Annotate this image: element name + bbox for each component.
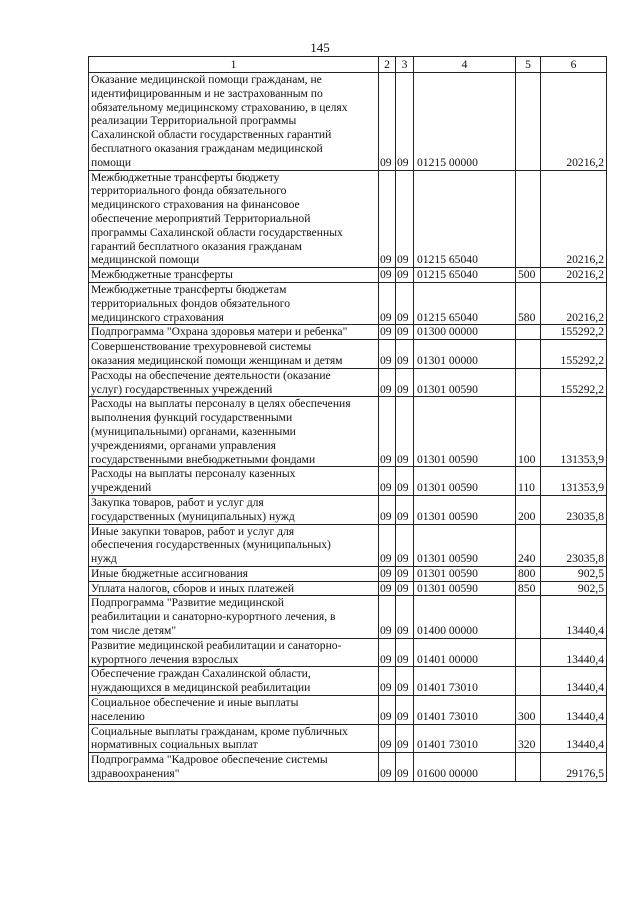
expense-type-cell: 500: [516, 268, 541, 283]
target-article-cell: 01215 00000: [414, 73, 516, 171]
item-name-line: государственных (муниципальных) нужд: [91, 509, 295, 523]
item-name-line: нормативных социальных выплат: [91, 738, 258, 752]
subsection-code-cell: 09: [396, 495, 414, 524]
table-row: [89, 667, 607, 696]
subsection-code-cell: 09: [396, 667, 414, 696]
subsection-code-cell: 09: [396, 724, 414, 753]
subsection-code-cell: 09: [396, 340, 414, 369]
amount-cell: 23035,8: [541, 524, 607, 566]
header-row: [89, 57, 607, 73]
table-row: [89, 268, 607, 283]
item-name-line: Межбюджетные трансферты бюджету: [91, 170, 280, 184]
target-article-cell: 01301 00590: [414, 368, 516, 397]
target-article-cell: 01215 65040: [414, 282, 516, 324]
expense-type-cell: [516, 596, 541, 638]
subsection-code-cell: 09: [396, 325, 414, 340]
target-article-cell: 01301 00590: [414, 566, 516, 581]
item-name-line: медицинской помощи: [91, 253, 200, 267]
subsection-code-cell: 09: [396, 170, 414, 268]
subsection-code-cell: 09: [396, 524, 414, 566]
item-name-line: нуждающихся в медицинской реабилитации: [91, 681, 311, 695]
item-name-cell: [89, 495, 379, 524]
amount-cell: 902,5: [541, 566, 607, 581]
target-article-cell: 01401 73010: [414, 724, 516, 753]
section-code-cell: 09: [379, 724, 396, 753]
page-number: 145: [310, 40, 330, 55]
item-name-line: выполнения функций государственными: [91, 411, 293, 425]
section-code-cell: 09: [379, 340, 396, 369]
amount-cell: 13440,4: [541, 667, 607, 696]
item-name-line: Межбюджетные трансферты бюджетам: [91, 282, 287, 296]
target-article-cell: 01401 73010: [414, 667, 516, 696]
amount-cell: 131353,9: [541, 467, 607, 496]
item-name-line: Сахалинской области государственных гарантий: [91, 128, 332, 142]
section-code-cell: 09: [379, 73, 396, 171]
item-name-line: бесплатного оказания гражданам медицинской: [91, 141, 323, 155]
table-row: [89, 325, 607, 340]
expense-type-cell: 200: [516, 495, 541, 524]
section-code-cell: 09: [379, 268, 396, 283]
section-code-cell: 09: [379, 495, 396, 524]
section-code-cell: 09: [379, 667, 396, 696]
subsection-code-cell: 09: [396, 397, 414, 467]
item-name-line: Подпрограмма "Кадровое обеспечение системы: [91, 753, 328, 767]
item-name-cell: [89, 73, 379, 171]
item-name-line: территориального фонда обязательного: [91, 184, 287, 198]
item-name-cell: [89, 397, 379, 467]
section-code-cell: 09: [379, 368, 396, 397]
expense-type-cell: [516, 170, 541, 268]
target-article-cell: 01301 00000: [414, 340, 516, 369]
item-name-line: гарантий бесплатного оказания гражданам: [91, 239, 303, 253]
table-row: [89, 581, 607, 596]
item-name-cell: [89, 753, 379, 782]
item-name-line: программы Сахалинской области государственных: [91, 225, 343, 239]
amount-cell: 155292,2: [541, 368, 607, 397]
item-name-line: территориальных фондов обязательного: [91, 296, 291, 310]
item-name-line: Подпрограмма "Развитие медицинской: [91, 596, 285, 610]
item-name-cell: [89, 566, 379, 581]
item-name-line: реализации Территориальной программы: [91, 114, 297, 128]
expense-type-cell: [516, 73, 541, 171]
expense-type-cell: 100: [516, 397, 541, 467]
table-row: [89, 596, 607, 638]
item-name-line: Расходы на обеспечение деятельности (оказание: [91, 368, 331, 382]
subsection-code-cell: 09: [396, 638, 414, 667]
item-name-line: Расходы на выплаты персоналу казенных: [91, 467, 296, 481]
item-name-line: оказания медицинской помощи женщинам и детям: [91, 353, 343, 367]
item-name-cell: [89, 638, 379, 667]
item-name-line: нужд: [91, 552, 117, 566]
item-name-line: Межбюджетные трансферты: [91, 268, 233, 282]
amount-cell: 20216,2: [541, 73, 607, 171]
amount-cell: 23035,8: [541, 495, 607, 524]
item-name-cell: [89, 268, 379, 283]
item-name-line: Закупка товаров, работ и услуг для: [91, 495, 264, 509]
item-name-line: обеспечение мероприятий Территориальной: [91, 211, 311, 225]
item-name-cell: [89, 667, 379, 696]
item-name-line: Социальное обеспечение и иные выплаты: [91, 696, 299, 710]
item-name-line: учреждениями, органами управления: [91, 438, 276, 452]
header-cell-3: 3: [396, 57, 414, 73]
subsection-code-cell: 09: [396, 268, 414, 283]
item-name-cell: [89, 724, 379, 753]
subsection-code-cell: 09: [396, 368, 414, 397]
item-name-line: здравоохранения": [91, 767, 180, 781]
expense-type-cell: [516, 340, 541, 369]
amount-cell: 13440,4: [541, 638, 607, 667]
section-code-cell: 09: [379, 524, 396, 566]
expense-type-cell: [516, 638, 541, 667]
item-name-cell: [89, 170, 379, 268]
target-article-cell: 01215 65040: [414, 268, 516, 283]
item-name-line: государственными внебюджетными фондами: [91, 452, 316, 466]
item-name-line: Обеспечение граждан Сахалинской области,: [91, 667, 311, 681]
subsection-code-cell: 09: [396, 581, 414, 596]
table-row: [89, 724, 607, 753]
expense-type-cell: 300: [516, 696, 541, 725]
header-cell-5: 5: [516, 57, 541, 73]
item-name-line: населению: [91, 709, 145, 723]
item-name-line: учреждений: [91, 481, 152, 495]
amount-cell: 29176,5: [541, 753, 607, 782]
section-code-cell: 09: [379, 566, 396, 581]
item-name-cell: [89, 581, 379, 596]
item-name-cell: [89, 696, 379, 725]
subsection-code-cell: 09: [396, 467, 414, 496]
item-name-cell: [89, 467, 379, 496]
expense-type-cell: 580: [516, 282, 541, 324]
table-row: [89, 340, 607, 369]
expense-type-cell: [516, 753, 541, 782]
table-row: [89, 397, 607, 467]
header-cell-2: 2: [379, 57, 396, 73]
item-name-line: обязательному медицинскому страхованию, в целях: [91, 100, 348, 114]
amount-cell: 13440,4: [541, 696, 607, 725]
expense-type-cell: 320: [516, 724, 541, 753]
item-name-line: Оказание медицинской помощи гражданам, не: [91, 73, 322, 86]
table-row: [89, 566, 607, 581]
amount-cell: 20216,2: [541, 268, 607, 283]
section-code-cell: 09: [379, 397, 396, 467]
subsection-code-cell: 09: [396, 73, 414, 171]
item-name-line: обеспечения государственных (муниципальных): [91, 538, 331, 552]
table-row: [89, 170, 607, 268]
item-name-line: курортного лечения взрослых: [91, 652, 239, 666]
target-article-cell: 01301 00590: [414, 524, 516, 566]
item-name-line: Уплата налогов, сборов и иных платежей: [91, 581, 295, 595]
amount-cell: 131353,9: [541, 397, 607, 467]
expense-type-cell: [516, 368, 541, 397]
amount-cell: 20216,2: [541, 282, 607, 324]
table-row: [89, 495, 607, 524]
item-name-cell: [89, 340, 379, 369]
target-article-cell: 01301 00590: [414, 467, 516, 496]
header-cell-6: 6: [541, 57, 607, 73]
budget-table: [88, 56, 607, 782]
item-name-line: услуг) государственных учреждений: [91, 382, 273, 396]
table-row: [89, 696, 607, 725]
expense-type-cell: 110: [516, 467, 541, 496]
item-name-cell: [89, 368, 379, 397]
section-code-cell: 09: [379, 282, 396, 324]
item-name-line: том числе детям": [91, 624, 177, 638]
amount-cell: 20216,2: [541, 170, 607, 268]
target-article-cell: 01401 00000: [414, 638, 516, 667]
subsection-code-cell: 09: [396, 596, 414, 638]
header-cell-4: 4: [414, 57, 516, 73]
item-name-cell: [89, 596, 379, 638]
amount-cell: 902,5: [541, 581, 607, 596]
subsection-code-cell: 09: [396, 282, 414, 324]
target-article-cell: 01301 00590: [414, 581, 516, 596]
amount-cell: 155292,2: [541, 340, 607, 369]
table-row: [89, 524, 607, 566]
target-article-cell: 01600 00000: [414, 753, 516, 782]
item-name-line: медицинского страхования: [91, 310, 224, 324]
table-row: [89, 638, 607, 667]
item-name-line: медицинского страхования на финансовое: [91, 198, 300, 212]
subsection-code-cell: 09: [396, 753, 414, 782]
table-body: [89, 73, 607, 782]
expense-type-cell: [516, 667, 541, 696]
subsection-code-cell: 09: [396, 566, 414, 581]
table-row: [89, 753, 607, 782]
section-code-cell: 09: [379, 581, 396, 596]
item-name-line: (муниципальными) органами, казенными: [91, 424, 296, 438]
target-article-cell: 01401 73010: [414, 696, 516, 725]
table-row: [89, 282, 607, 324]
section-code-cell: 09: [379, 638, 396, 667]
amount-cell: 13440,4: [541, 724, 607, 753]
item-name-line: идентифицированным и не застрахованным по: [91, 86, 323, 100]
amount-cell: 13440,4: [541, 596, 607, 638]
header-cell-1: 1: [89, 57, 379, 73]
section-code-cell: 09: [379, 753, 396, 782]
section-code-cell: 09: [379, 170, 396, 268]
item-name-line: Совершенствование трехуровневой системы: [91, 340, 312, 354]
table-row: [89, 467, 607, 496]
section-code-cell: 09: [379, 467, 396, 496]
target-article-cell: 01400 00000: [414, 596, 516, 638]
item-name-line: реабилитации и санаторно-курортного лечения, в: [91, 610, 336, 624]
target-article-cell: 01215 65040: [414, 170, 516, 268]
expense-type-cell: 240: [516, 524, 541, 566]
target-article-cell: 01300 00000: [414, 325, 516, 340]
section-code-cell: 09: [379, 596, 396, 638]
table-row: [89, 368, 607, 397]
item-name-cell: [89, 325, 379, 340]
item-name-line: Иные закупки товаров, работ и услуг для: [91, 524, 295, 538]
item-name-line: Социальные выплаты гражданам, кроме публичных: [91, 724, 348, 738]
item-name-line: Расходы на выплаты персоналу в целях обеспечения: [91, 397, 351, 411]
target-article-cell: 01301 00590: [414, 495, 516, 524]
expense-type-cell: 800: [516, 566, 541, 581]
subsection-code-cell: 09: [396, 696, 414, 725]
item-name-line: Иные бюджетные ассигнования: [91, 566, 248, 580]
target-article-cell: 01301 00590: [414, 397, 516, 467]
expense-type-cell: 850: [516, 581, 541, 596]
section-code-cell: 09: [379, 696, 396, 725]
item-name-line: Подпрограмма "Охрана здоровья матери и ребенка": [91, 325, 348, 339]
table-row: [89, 73, 607, 171]
item-name-line: Развитие медицинской реабилитации и санаторно-: [91, 638, 342, 652]
section-code-cell: 09: [379, 325, 396, 340]
expense-type-cell: [516, 325, 541, 340]
item-name-cell: [89, 524, 379, 566]
amount-cell: 155292,2: [541, 325, 607, 340]
item-name-cell: [89, 282, 379, 324]
item-name-line: помощи: [91, 155, 132, 169]
